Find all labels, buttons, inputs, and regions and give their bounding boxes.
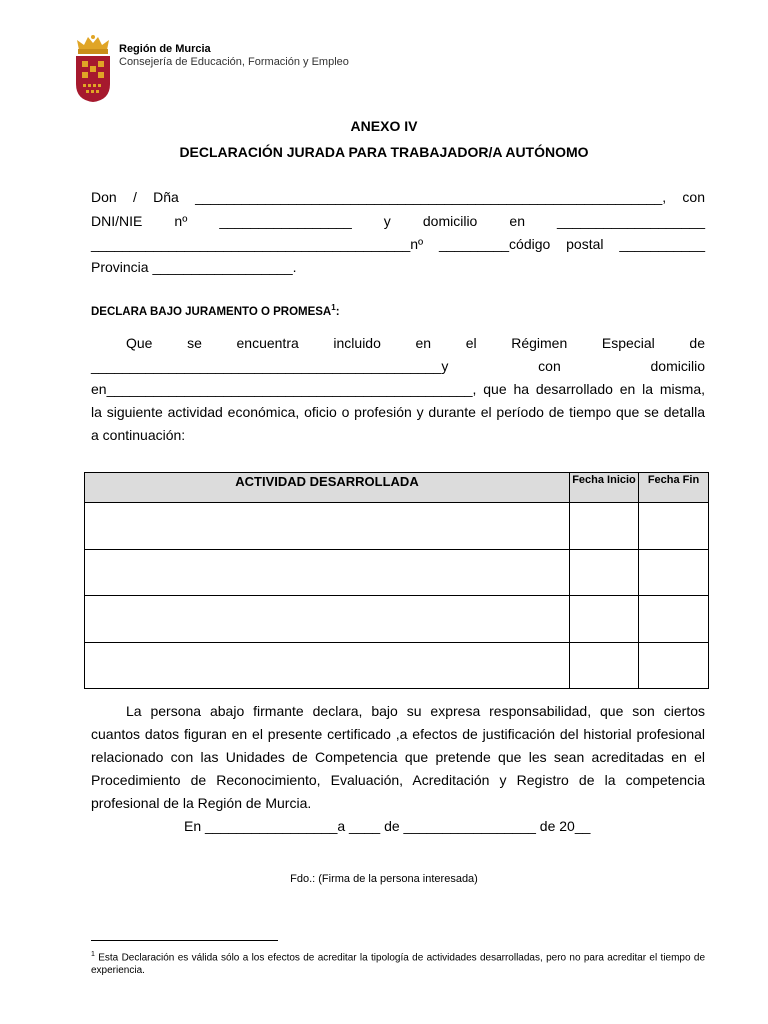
statement-line-2: cuantos datos figuran en el presente certificado ,a efectos de justificación del historial profesional — [91, 726, 705, 742]
start-date-cell[interactable] — [570, 549, 639, 596]
table-row — [85, 549, 709, 596]
personal-data-line-1: Don / Dña ____________________________________________________________, con — [91, 189, 705, 205]
footnote — [91, 948, 705, 977]
activity-cell[interactable] — [85, 503, 570, 550]
declaration-line-2: _____________________________________________y con domicilio — [91, 358, 705, 374]
declaration-line-1: Que se encuentra incluido en el Régimen Especial de — [126, 335, 705, 351]
annex-title: ANEXO IV — [350, 118, 418, 134]
statement-line-5: profesional de la Región de Murcia. — [91, 795, 312, 811]
footnote-divider — [91, 940, 278, 941]
personal-data-line-2: DNI/NIE nº _________________ y domicilio en ___________________ — [91, 213, 705, 229]
statement-line-3: relacionado con las Unidades de Competencia que pretende que les sean acreditadas en el — [91, 749, 705, 765]
statement-line-1: La persona abajo firmante declara, bajo su expresa responsabilidad, que son ciertos — [126, 703, 705, 719]
start-date-cell[interactable] — [570, 596, 639, 643]
footnote-text: Esta Declaración es válida sólo a los efectos de acreditar la tipología de actividades desarrolladas, pero no para acreditar el tiempo de experiencia. — [91, 952, 706, 977]
table-row — [85, 596, 709, 643]
org-department: Consejería de Educación, Formación y Empleo — [119, 56, 349, 68]
declaration-heading: DECLARA BAJO JURAMENTO O PROMESA$^1$: — [91, 303, 340, 318]
end-date-cell[interactable] — [639, 642, 709, 689]
end-date-cell[interactable] — [639, 596, 709, 643]
region-murcia-shield-icon — [73, 34, 113, 104]
table-row — [85, 642, 709, 689]
personal-data-line-3: _________________________________________nº _________código postal ___________ — [91, 236, 705, 252]
org-name: Región de Murcia — [119, 43, 211, 55]
declaration-line-5: a continuación: — [91, 427, 186, 443]
footnote-ref: 1 — [331, 303, 336, 312]
start-date-cell[interactable] — [570, 503, 639, 550]
table-row — [85, 503, 709, 550]
document-title: DECLARACIÓN JURADA PARA TRABAJADOR/A AUTÓNOMO — [179, 144, 589, 160]
col-activity-header: ACTIVIDAD DESARROLLADA — [85, 473, 570, 503]
footnote-number: 1 — [91, 951, 95, 958]
activity-cell[interactable] — [85, 549, 570, 596]
activity-cell[interactable] — [85, 596, 570, 643]
statement-line-4: Procedimiento de Reconocimiento, Evaluación, Acreditación y Registro de la competencia — [91, 772, 705, 788]
personal-data-line-4: Provincia __________________. — [91, 259, 297, 275]
signature-label: Fdo.: (Firma de la persona interesada) — [290, 873, 478, 885]
activity-table — [84, 472, 709, 689]
col-start-date-header: Fecha Inicio — [570, 473, 639, 503]
col-end-date-header: Fecha Fin — [639, 473, 709, 503]
end-date-cell[interactable] — [639, 503, 709, 550]
table-header-row — [85, 473, 709, 503]
declaration-line-4: la siguiente actividad económica, oficio o profesión y durante el período de tiempo que se detalla — [91, 404, 705, 420]
activity-cell[interactable] — [85, 642, 570, 689]
date-place-line: En _________________a ____ de _________________ de 20__ — [184, 818, 591, 834]
start-date-cell[interactable] — [570, 642, 639, 689]
declaration-line-3: en_______________________________________________, que ha desarrollado en la misma, — [91, 381, 705, 397]
crown-icon — [77, 35, 109, 54]
end-date-cell[interactable] — [639, 549, 709, 596]
